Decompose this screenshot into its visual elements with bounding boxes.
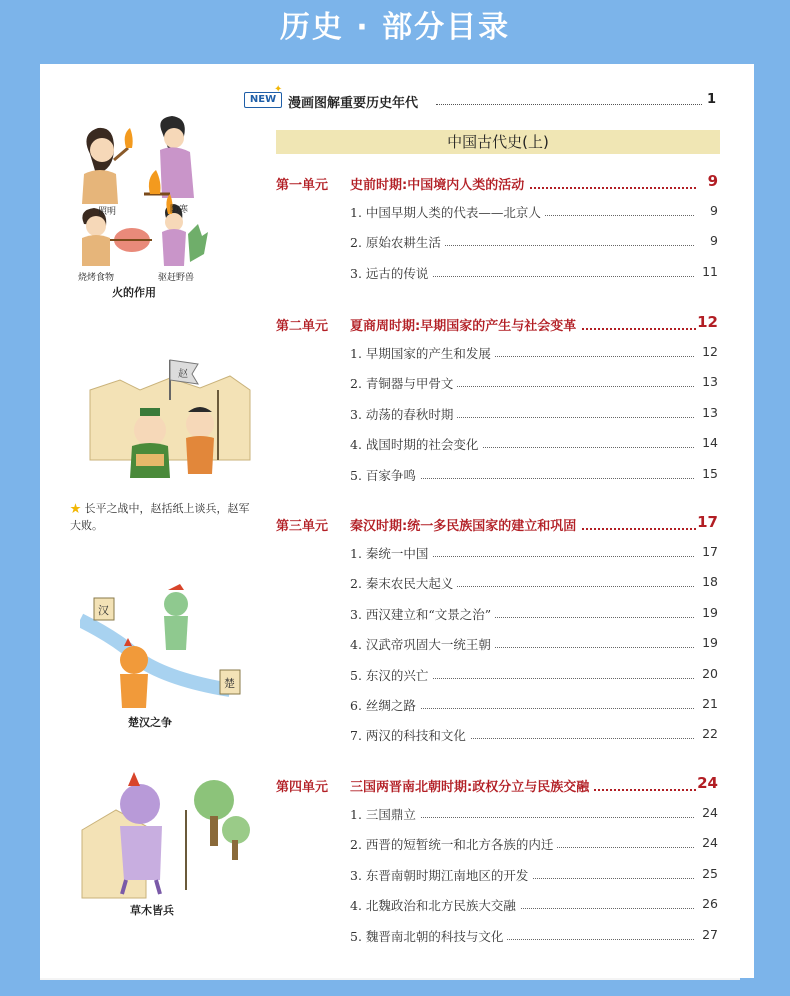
fire-label-2: 烧烤食物 <box>78 273 115 283</box>
item-title: 2. 青铜器与甲骨文 <box>350 374 457 392</box>
toc-item[interactable] <box>276 889 720 919</box>
toc-item[interactable] <box>276 367 720 397</box>
unit-title: 夏商周时期:早期国家的产生与社会变革 <box>350 315 580 334</box>
han-char: 汉 <box>98 604 109 617</box>
toc-unit <box>276 311 720 489</box>
new-badge: NEW <box>244 92 282 108</box>
fire-label-1: 防寒 <box>170 205 189 215</box>
item-page: 22 <box>702 726 718 742</box>
toc-unit <box>276 170 720 287</box>
person-with-torch <box>82 128 133 204</box>
unit-title: 三国两晋南北朝时期:政权分立与民族交融 <box>350 776 593 795</box>
item-title: 2. 西晋的短暂统一和北方各族的内迁 <box>350 835 557 853</box>
star-icon: ★ <box>70 502 81 515</box>
item-title: 2. 原始农耕生活 <box>350 233 445 251</box>
item-page: 25 <box>702 865 718 881</box>
unit-label: 第一单元 <box>276 178 329 193</box>
item-title: 4. 战国时期的社会变化 <box>350 435 482 453</box>
toc-item[interactable] <box>276 428 720 458</box>
item-page: 13 <box>702 374 718 390</box>
item-title: 5. 魏晋南北朝的科技与文化 <box>350 927 507 945</box>
item-page: 19 <box>702 604 718 620</box>
item-page: 14 <box>702 435 718 451</box>
item-title: 2. 秦末农民大起义 <box>350 574 457 592</box>
item-page: 9 <box>710 233 718 249</box>
leader-dots <box>436 104 702 105</box>
fire-label-3: 驱赶野兽 <box>158 273 195 283</box>
sparkle-icon: ✦ <box>274 84 283 95</box>
item-title: 1. 三国鼎立 <box>350 805 420 823</box>
fire-label-0: 照明 <box>98 207 117 217</box>
fire-uses-illustration <box>70 114 210 284</box>
person-with-campfire <box>144 116 194 198</box>
item-title: 4. 汉武帝巩固大一统王朝 <box>350 635 495 653</box>
item-page: 24 <box>702 835 718 851</box>
person-roasting-food <box>82 208 152 266</box>
item-page: 17 <box>702 544 718 559</box>
new-entry-page: 1 <box>706 92 716 107</box>
item-title: 1. 中国早期人类的代表——北京人 <box>350 203 545 221</box>
item-title: 5. 东汉的兴亡 <box>350 666 432 684</box>
item-title: 3. 远古的传说 <box>350 264 432 282</box>
item-title: 3. 西汉建立和“文景之治” <box>350 605 495 623</box>
toc-item[interactable] <box>276 537 720 567</box>
section-title: 中国古代史(上) <box>276 130 720 154</box>
toc-unit <box>276 511 720 750</box>
toc-item[interactable] <box>276 828 720 858</box>
item-title: 1. 早期国家的产生和发展 <box>350 344 495 362</box>
unit-heading[interactable] <box>276 772 720 798</box>
toc-item[interactable] <box>276 567 720 597</box>
item-page: 11 <box>702 263 718 279</box>
unit-page: 24 <box>697 774 718 792</box>
han-soldier-figure <box>164 584 188 650</box>
unit-page: 12 <box>697 313 718 331</box>
unit-title: 秦汉时期:统一多民族国家的建立和巩固 <box>350 515 580 534</box>
general-figure <box>120 772 162 894</box>
toc-item[interactable] <box>276 459 720 489</box>
item-page: 26 <box>702 896 718 912</box>
item-page: 20 <box>702 665 718 681</box>
item-title: 1. 秦统一中国 <box>350 544 432 562</box>
toc-page <box>40 64 754 978</box>
zhao-note <box>70 500 250 534</box>
unit-heading[interactable] <box>276 311 720 337</box>
item-page: 13 <box>702 404 718 420</box>
toc-unit <box>276 772 720 950</box>
caomu-illustration <box>76 770 256 900</box>
fire-caption: 火的作用 <box>112 286 156 299</box>
chu-han-caption: 楚汉之争 <box>128 716 172 729</box>
unit-label: 第三单元 <box>276 519 329 534</box>
toc-item[interactable] <box>276 196 720 226</box>
toc-item[interactable] <box>276 598 720 628</box>
toc-item[interactable] <box>276 798 720 828</box>
chu-char: 楚 <box>224 677 235 690</box>
unit-label: 第四单元 <box>276 780 329 795</box>
toc-item[interactable] <box>276 719 720 749</box>
zhao-kuo-illustration <box>80 350 260 490</box>
item-title: 7. 两汉的科技和文化 <box>350 726 470 744</box>
toc-item[interactable] <box>276 659 720 689</box>
item-page: 12 <box>702 344 718 359</box>
chu-han-illustration <box>80 580 250 710</box>
unit-label: 第二单元 <box>276 319 329 334</box>
zhao-note-text: 长平之战中，赵括纸上谈兵，赵军大败。 <box>70 502 250 532</box>
item-page: 19 <box>702 635 718 651</box>
unit-page: 17 <box>697 513 718 531</box>
item-title: 6. 丝绸之路 <box>350 696 420 714</box>
item-page: 21 <box>702 695 718 711</box>
item-page: 18 <box>702 574 718 590</box>
toc-item[interactable] <box>276 859 720 889</box>
unit-heading[interactable] <box>276 511 720 537</box>
new-entry[interactable] <box>244 84 716 112</box>
toc-item[interactable] <box>276 689 720 719</box>
item-title: 5. 百家争鸣 <box>350 466 420 484</box>
new-entry-title: 漫画图解重要历史年代 <box>288 96 419 111</box>
toc-item[interactable] <box>276 226 720 256</box>
toc-item[interactable] <box>276 257 720 287</box>
item-page: 15 <box>702 465 718 481</box>
toc-item[interactable] <box>276 920 720 950</box>
item-title: 3. 动荡的春秋时期 <box>350 405 457 423</box>
caomu-caption: 草木皆兵 <box>130 904 174 917</box>
toc-item[interactable] <box>276 398 720 428</box>
unit-page: 9 <box>707 172 718 190</box>
unit-heading[interactable] <box>276 170 720 196</box>
item-page: 27 <box>702 926 718 942</box>
tree-icon <box>194 780 250 860</box>
item-page: 24 <box>702 805 718 820</box>
item-title: 3. 东晋南朝时期江南地区的开发 <box>350 866 532 884</box>
unit-title: 史前时期:中国境内人类的活动 <box>350 174 528 193</box>
zhao-flag-char: 赵 <box>178 369 188 380</box>
toc-item[interactable] <box>276 628 720 658</box>
item-title: 4. 北魏政治和北方民族大交融 <box>350 896 520 914</box>
page-banner-title: 历史 · 部分目录 <box>279 10 511 45</box>
toc-item[interactable] <box>276 337 720 367</box>
item-page: 9 <box>710 203 718 218</box>
